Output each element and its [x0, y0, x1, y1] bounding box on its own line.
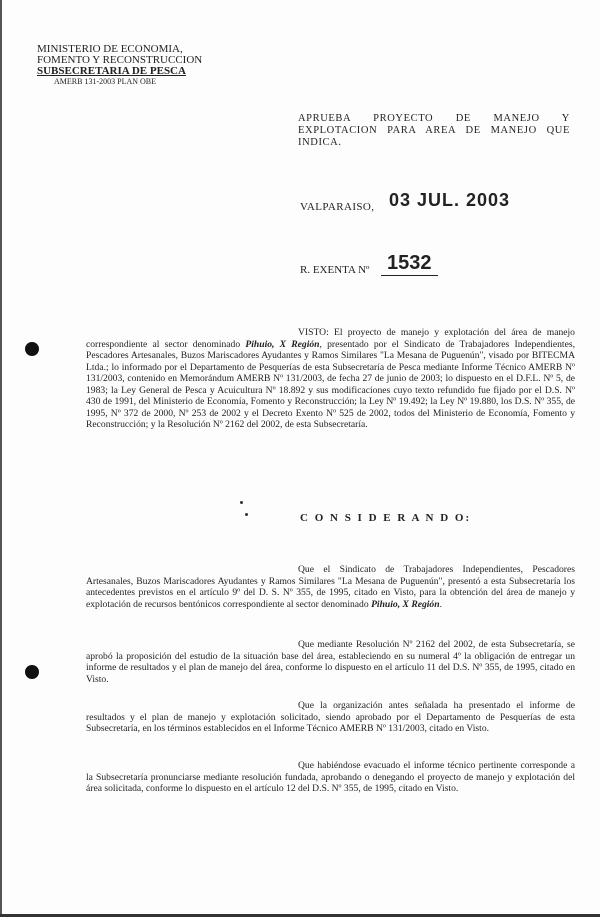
considerando-1-text: Que el Sindicato de Trabajadores Independientes, Pescadores Artesanales, Buzos Mariscadores Ayudantes y Ramos Similares "La Mesana de Puguenún", presentó a esta Subsecretaría los antecedentes previstos en el artículo 9º del D. S. Nº 355, de 1995, citado en Visto, para la obtención del área de manejo y explotación de recursos bentónicos correspondiente al sector denominado: [86, 564, 575, 610]
stray-mark-1: [240, 501, 243, 504]
subsecretaria-name: SUBSECRETARIA DE PESCA: [37, 65, 186, 77]
considerando-3-text: Que la organización antes señalada ha presentado el informe de resultados y el plan de manejo y explotación solicitado, siendo aprobado por el Departamento de Pesquerías de esta Subsecretaría, en los términos establecidos en el Informe Técnico AMERB Nº 131/2003, citado en Visto.: [86, 700, 575, 734]
reference-code: AMERB 131-2003 PLAN OBE: [54, 77, 157, 86]
visto-text-1: El proyecto de manejo y explotación del área de manejo correspondiente al sector denominado: [86, 327, 575, 350]
date-stamp: 03 JUL. 2003: [389, 190, 511, 210]
resolution-number: 1532: [381, 252, 438, 276]
resolution-subject: APRUEBA PROYECTO DE MANEJO Y EXPLOTACION PARA AREA DE MANEJO QUE INDICA.: [298, 113, 570, 148]
page-left-edge: [0, 0, 2, 917]
punch-hole-bottom: [25, 665, 39, 679]
ministry-line-2: FOMENTO Y RECONSTRUCCION: [37, 54, 203, 66]
visto-text-2: , presentado por el Sindicato de Trabajadores Independientes, Pescadores Artesanales, Buzos Mariscadores Ayudantes y Ramos Similares "La Mesana de Puguenún", visado por BITECMA Ltda.; lo informado por el Departamento de Pesquerías de esta Subsecretaría de Pesca mediante Informe Técnico AMERB Nº 131/2003, contenido en Memorándum AMERB Nº 131/2003, de fecha 27 de junio de 2003; lo dispuesto en el D.F.L. Nº 5, de 1983; la Ley General de Pesca y Acuicultura Nº 18.892 y sus modificaciones cuyo texto refundido fue fijado por el D.S. Nº 430 de 1991, del Ministerio de Economía, Fomento y Reconstrucción; la Ley Nº 19.492; la Ley Nº 19.880, los D.S. Nº 355, de 1995, Nº 372 de 2000, Nº 253 de 2002 y el Decreto Exento Nº 525 de 2002, todos del Ministerio de Economía, Fomento y Reconstrucción; y la Resolución Nº 2162 del 2002, de esta Subsecretaría.: [86, 338, 575, 430]
considerando-3: [86, 700, 575, 735]
place-label: VALPARAISO,: [300, 201, 375, 213]
punch-hole-top: [25, 342, 39, 356]
visto-place: Pihuio, X Región: [245, 338, 320, 350]
visto-lead: VISTO:: [298, 327, 329, 338]
considerando-2-text: Que mediante Resolución Nº 2162 del 2002, de esta Subsecretaría, se aprobó la proposición del estudio de la situación base del área, estableciendo en su numeral 4º la obligación de entregar un informe de resultados y el plan de manejo del área, conforme lo dispuesto en el artículo 11 del D.S. Nº 355, de 1995, citado en Visto.: [86, 639, 575, 685]
stray-mark-2: [245, 513, 248, 516]
letterhead: [37, 43, 203, 86]
considerando-1-place: Pihuio, X Región: [371, 598, 440, 610]
considerando-4-text: Que habiéndose evacuado el informe técnico pertinente corresponde a la Subsecretaría pronunciarse mediante resolución fundada, aprobando o denegando el proyecto de manejo y explotación del área solicitada, conforme lo dispuesto en el artículo 12 del D.S. Nº 355, de 1995, citado en Visto.: [86, 760, 575, 794]
considerando-1: Que el Sindicato de Trabajadores Independientes, Pescadores Artesanales, Buzos Mariscadores Ayudantes y Ramos Similares "La Mesana de Puguenún", presentó a esta Subsecretaría los antecedentes previstos en el artículo 9º del D. S. Nº 355, de 1995, citado en Visto, para la obtención del área de manejo y explotación de recursos bentónicos correspondiente al sector denominado Pihuio, X Región.: [86, 564, 575, 610]
considerando-heading: C O N S I D E R A N D O:: [300, 512, 472, 524]
considerando-2: [86, 639, 575, 685]
resolution-label: R. EXENTA Nº: [300, 264, 370, 276]
considerando-4: [86, 760, 575, 795]
ministry-line-1: MINISTERIO DE ECONOMIA,: [37, 43, 183, 55]
visto-paragraph: [86, 327, 575, 431]
